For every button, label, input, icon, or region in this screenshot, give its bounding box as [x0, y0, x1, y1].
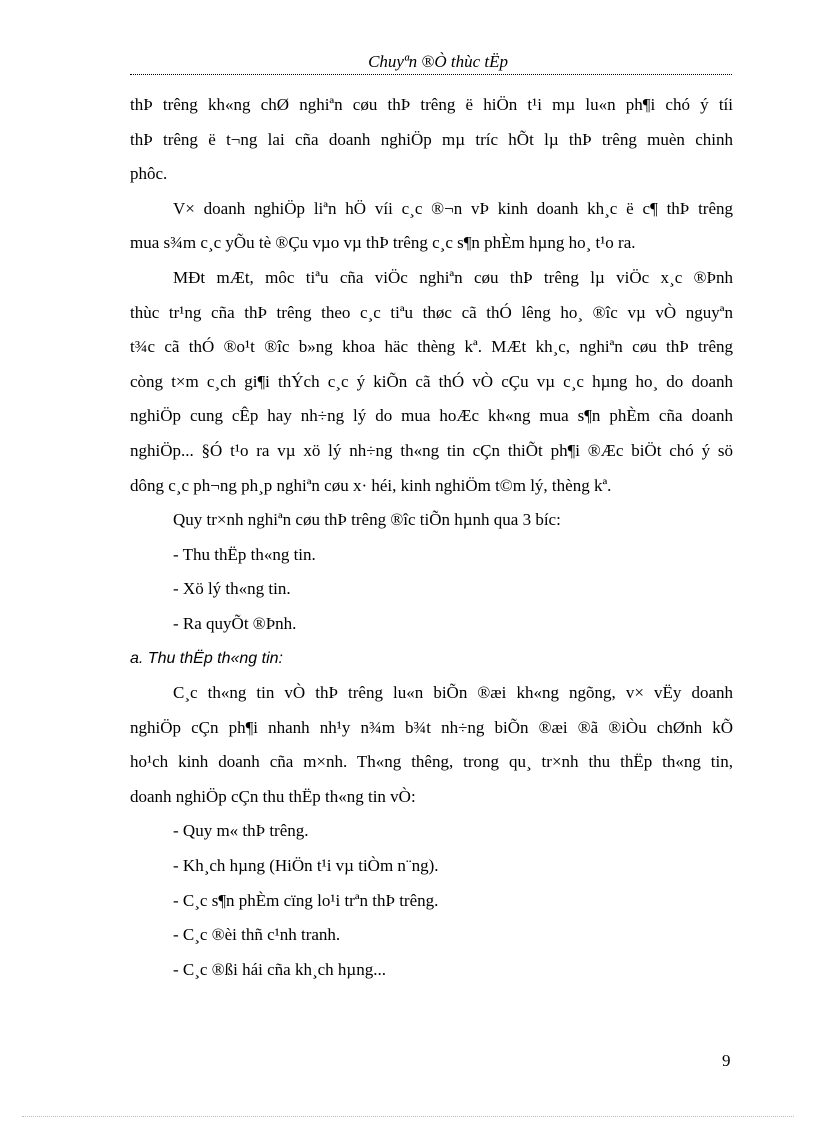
- page-bottom-divider: [22, 1116, 794, 1117]
- list-item: - Xö lý th«ng tin.: [173, 579, 291, 599]
- text-line: còng t×m c¸ch gi¶i thÝch c¸c ý kiÕn cã thÓ vÒ cÇu vµ c¸c hµng ho¸ do doanh: [130, 371, 733, 391]
- header-divider: [130, 74, 732, 75]
- text-line: nghiÖp... §Ó t¹o ra vµ xö lý nh÷ng th«ng tin cÇn thiÕt ph¶i ®Æc biÖt chó ý sö: [130, 440, 733, 460]
- text-line: dông c¸c ph¬ng ph¸p nghiªn cøu x· héi, kinh nghiÖm t©m lý, thèng kª.: [130, 475, 612, 495]
- list-item: - C¸c ®ßi hái cña kh¸ch hµng...: [173, 959, 386, 979]
- list-item: - Kh¸ch hµng (HiÖn t¹i vµ tiÒm n¨ng).: [173, 856, 439, 876]
- list-item: - C¸c ®èi thñ c¹nh tranh.: [173, 925, 341, 945]
- text-line: thÞ trêng kh«ng chØ nghiªn cøu thÞ trêng ë hiÖn t¹i mµ lu«n ph¶i chó ý tíi: [130, 95, 733, 114]
- body-text: [130, 94, 733, 993]
- text-line: thÞ trêng ë t¬ng lai cña doanh nghiÖp mµ tríc hÕt lµ thÞ trêng muèn chinh: [130, 129, 733, 149]
- text-line: phôc.: [130, 164, 168, 184]
- page-number: 9: [722, 1051, 731, 1070]
- paragraph-start-line: C¸c th«ng tin vÒ thÞ trêng lu«n biÕn ®æi kh«ng ngõng, v× vËy doanh: [173, 683, 733, 703]
- paragraph-start-line: Quy tr×nh nghiªn cøu thÞ trêng ®îc tiÕn hµnh qua 3 bíc:: [173, 510, 561, 530]
- list-item: - Quy m« thÞ trêng.: [173, 821, 309, 841]
- text-line: t¾c cã thÓ ®o¹t ®îc b»ng khoa häc thèng kª. MÆt kh¸c, nghiªn cøu thÞ trêng: [130, 337, 733, 357]
- text-line: ho¹ch kinh doanh cña m×nh. Th«ng thêng, trong qu¸ tr×nh thu thËp th«ng tin,: [130, 752, 733, 772]
- header-title: Chuyªn ®Ò thùc tËp: [368, 52, 508, 71]
- text-line: thùc tr¹ng cña thÞ trêng theo c¸c tiªu thøc cã thÓ lêng ho¸ ®îc vµ vÒ nguyªn: [130, 302, 733, 322]
- paragraph-start-line: V× doanh nghiÖp liªn hÖ víi c¸c ®¬n vÞ kinh doanh kh¸c ë c¶ thÞ trêng: [173, 198, 733, 218]
- paragraph-start-line: MÐt mÆt, môc tiªu cña viÖc nghiªn cøu thÞ trêng lµ viÖc x¸c ®Þnh: [173, 267, 733, 287]
- text-line: nghiÖp cÇn ph¶i nhanh nh¹y n¾m b¾t nh÷ng biÕn ®æi ®ã ®iÒu chØnh kÕ: [130, 717, 733, 737]
- text-line: mua s¾m c¸c yÕu tè ®Çu vµo vµ thÞ trêng c¸c s¶n phÈm hµng ho¸ t¹o ra.: [130, 233, 636, 253]
- list-item: - C¸c s¶n phÈm cïng lo¹i trªn thÞ trêng.: [173, 890, 439, 910]
- list-item: - Ra quyÕt ®Þnh.: [173, 613, 297, 633]
- page-header: [130, 51, 732, 78]
- text-line: doanh nghiÖp cÇn thu thËp th«ng tin vÒ:: [130, 786, 416, 806]
- section-heading: a. Thu thËp th«ng tin:: [130, 649, 283, 667]
- list-item: - Thu thËp th«ng tin.: [173, 544, 316, 564]
- text-line: nghiÖp cung cÊp hay nh÷ng lý do mua hoÆc kh«ng mua s¶n phÈm cña doanh: [130, 406, 733, 426]
